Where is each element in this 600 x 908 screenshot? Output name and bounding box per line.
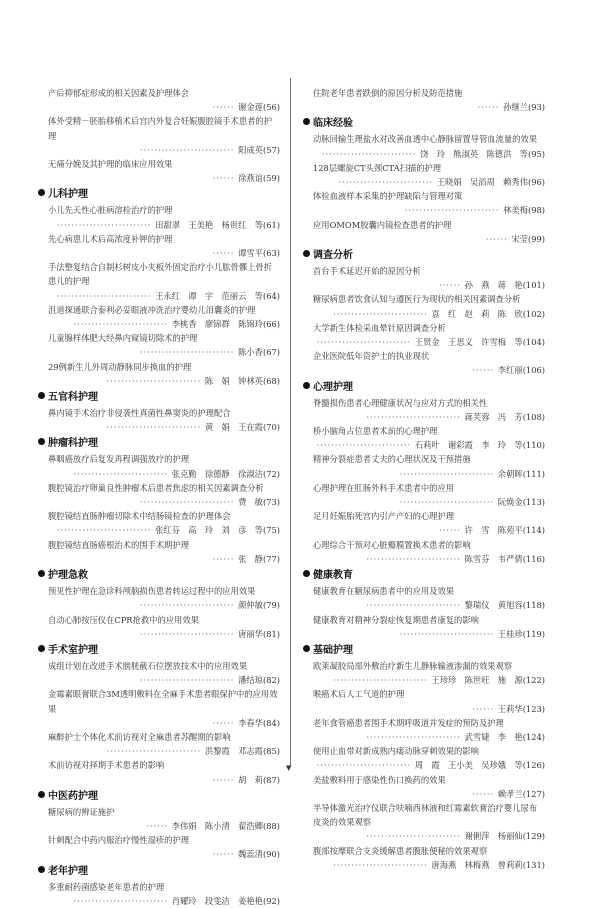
toc-section [313,248,545,378]
entry-meta-text: 陈 娟 钟林英(68) [204,375,280,386]
entry-title[interactable]: 企业医院低年资护士的执业现状 [313,351,430,362]
toc-entry[interactable] [48,584,280,612]
entry-title[interactable]: 体检血液样本采集的护理缺陷与管理对策 [313,191,463,202]
entry-authors-page [48,317,280,331]
entry-authors-page [48,246,280,260]
toc-entry[interactable] [313,218,545,246]
toc-entry[interactable] [48,730,280,758]
entry-title[interactable]: 腹腔镜结直肠肿瘤切除术中结肠镜检查的护理体会 [48,511,231,522]
entry-title[interactable]: 糖尿病患者饮食认知与遵医行为现状的相关因素调查分析 [313,294,521,305]
leader-dots: ······ [212,102,239,113]
entry-authors-page [313,702,545,716]
toc-entry[interactable] [313,509,545,537]
bullet-icon [38,189,45,196]
leader-dots: ·························· [56,290,156,301]
entry-authors-page [48,847,280,861]
entry-title[interactable]: 鼻内镜手术治疗非侵袭性真菌性鼻窦炎的护理配合 [48,408,231,419]
bullet-icon [38,866,45,873]
leader-dots: ·························· [333,859,432,870]
toc-section [48,390,280,434]
entry-authors-page [313,203,545,217]
entry-title[interactable]: 手法整复结合自制杉树皮小夹板外固定治疗小儿肱骨髁上骨折患儿的护理 [48,262,273,287]
section-heading-text: 儿科护理 [48,189,88,201]
leader-dots: ······ [146,820,172,831]
toc-entry[interactable] [313,844,545,872]
entry-meta-text: 李桃香 廖锦群 陈锦玲(66) [171,319,280,330]
toc-section [48,568,280,641]
entry-authors-page [313,147,545,161]
bullet-icon [303,118,310,125]
entry-title[interactable]: 美盐敷料用于感染性伤口换药的效果 [313,774,446,785]
down-arrow-icon: ▼ [286,764,292,772]
toc-section [48,643,280,787]
leader-dots: ·························· [56,525,156,536]
entry-meta-text: 张 静(77) [238,553,280,564]
section-heading-text: 基础护理 [313,644,353,656]
leader-dots: ······ [439,525,465,536]
entry-meta-text: 李红丽(106) [497,365,545,376]
entry-meta-text: 赖孝兰(127) [497,788,545,799]
leader-dots: ······ [212,553,239,564]
entry-meta-text: 李伟娟 陈小清 翟浩卿(88) [171,820,280,831]
entry-title[interactable]: 128层螺旋CT头颈CTA扫描的护理 [313,162,442,173]
entry-title[interactable]: 动脉回输生理盐水对改善血透中心静脉留置导管血流量的效果 [313,134,538,145]
entry-meta-text: 余朝晖(111) [497,468,545,479]
leader-dots: ·························· [73,895,172,906]
toc-entry[interactable] [48,687,280,730]
entry-title[interactable]: 术前访视对择期手术患者的影响 [48,760,165,771]
bullet-icon [38,570,45,577]
entry-title[interactable]: 鼻咽癌放疗后复发再程调强放疗的护理 [48,454,190,465]
entry-meta-text: 洪黎霞 邓志霞(85) [204,746,280,757]
entry-meta-text: 蒋芙蓉 冯 芳(108) [464,411,545,422]
entry-authors-page [48,627,280,641]
toc-section [48,864,280,908]
entry-meta-text: 王贤金 王思义 许雪梅 等(104) [414,337,545,348]
entry-authors-page [313,598,545,612]
toc-entry[interactable] [48,232,280,260]
entry-authors-page [48,289,280,303]
entry-title[interactable]: 针刺配合中药内服治疗慢性湿疹的护理 [48,835,190,846]
toc-entry[interactable] [313,538,545,566]
toc-entry[interactable] [48,880,280,908]
entry-authors-page [48,673,280,687]
toc-section [313,116,545,246]
section-heading-text: 心理护理 [313,381,353,393]
toc-entry[interactable] [313,161,545,189]
bullet-icon [38,645,45,652]
entry-authors-page [48,345,280,359]
entry-title[interactable]: 欧莱凝胶局部外敷治疗新生儿静脉输液渗漏的效果观察 [313,660,513,671]
toc-entry[interactable] [313,321,545,349]
entry-authors-page [48,716,280,730]
toc-entry[interactable] [313,613,545,641]
entry-meta-text: 谭雪平(63) [238,248,280,259]
bullet-icon [303,570,310,577]
entry-title[interactable]: 小儿先天性心脏病溶栓治疗的护理 [48,205,173,216]
toc-section [48,187,280,388]
entry-title[interactable]: 桥小脑角占位患者术前的心理护理 [313,426,438,437]
leader-dots: ·························· [56,219,156,230]
leader-dots: ······ [472,703,498,714]
entry-meta-text: 王莉华(123) [497,703,545,714]
entry-title[interactable]: 成组计划在改进手术膀胱截石位摆放技术中的应用效果 [48,660,248,671]
toc-entry[interactable] [48,758,280,786]
entry-authors-page [313,829,545,843]
leader-dots: ·························· [366,600,465,611]
section-heading [303,116,545,131]
entry-title[interactable]: 心理综合干预对心脏瓣膜置换术患者的影响 [313,539,471,550]
entry-title[interactable]: 应用OMOM胶囊内镜检查患者的护理 [313,219,452,230]
entry-meta-text: 武雪婕 李 艳(124) [464,731,545,742]
entry-authors-page [313,278,545,292]
leader-dots: ·························· [321,148,421,159]
bullet-icon [38,392,45,399]
entry-meta-text: 阮焕金(113) [497,497,545,508]
toc-entry[interactable] [313,292,545,320]
entry-title[interactable]: 脊髓损伤患者心理健康状况与应对方式的相关性 [313,397,488,408]
section-heading-text: 临床经验 [313,118,353,130]
entry-meta-text: 王珍珍 陈世旺 施 源(122) [431,675,545,686]
entry-meta-text: 王晓娟 吴滔周 赖秀伟(96) [436,177,545,188]
leader-dots: ······ [472,365,498,376]
entry-authors-page [48,100,280,114]
entry-title[interactable]: 糖尿病的辨证施护 [48,806,115,817]
bullet-icon [303,250,310,257]
entry-title[interactable]: 多重耐药菌感染老年患者的护理 [48,881,165,892]
toc-section [313,380,545,566]
leader-dots: ·························· [366,731,465,742]
entry-meta-text: 周 霞 王小美 吴珍娥 等(126) [414,760,545,771]
entry-title[interactable]: 预见性护理在急诊科颅脑损伤患者转运过程中的应用效果 [48,586,256,597]
bullet-icon [303,382,310,389]
entry-authors-page [48,552,280,566]
toc-entry[interactable] [313,424,545,452]
leader-dots: ·························· [333,675,432,686]
leader-dots: ······ [212,248,239,259]
entry-authors-page [313,410,545,424]
toc-entry[interactable] [48,203,280,231]
toc-section [313,86,545,114]
entry-title[interactable]: 体外受精－胚胎移植术后宫内外复合妊娠腹腔镜手术患者的护理 [48,116,273,141]
entry-authors-page [48,773,280,787]
entry-authors-page [313,232,545,246]
toc-entry[interactable] [313,773,545,801]
leader-dots: ·························· [106,746,205,757]
entry-authors-page [313,175,545,189]
entry-authors-page [48,819,280,833]
toc-section [313,568,545,641]
toc-column-right [313,84,545,872]
leader-dots: ·························· [139,600,239,611]
toc-entry[interactable] [313,744,545,772]
leader-dots: ·························· [73,468,172,479]
entry-authors-page [313,787,545,801]
entry-meta-text: 肖耀玲 段雯洁 姜艳艳(92) [171,895,280,906]
entry-meta-text: 徐燕谊(59) [238,173,280,184]
entry-meta-text: 阳成英(57) [238,144,280,155]
entry-meta-text: 王桂珍(119) [497,628,545,639]
entry-title[interactable]: 麻醉护士个体化术前访视对全麻患者苏醒期的影响 [48,731,231,742]
leader-dots: ·························· [316,760,415,771]
leader-dots: ·························· [139,628,239,639]
toc-entry[interactable] [313,584,545,612]
section-heading [38,789,280,804]
entry-meta-text: 潘结琼(82) [238,675,280,686]
entry-authors-page [313,730,545,744]
section-heading [303,248,545,263]
entry-title[interactable]: 喉癌术后人工气道的护理 [313,689,405,700]
entry-meta-text: 黄 娟 王在霞(70) [204,422,280,433]
entry-title[interactable]: 儿童腺样体肥大经鼻内窥镜切除术的护理 [48,333,198,344]
leader-dots: ·························· [399,497,498,508]
section-heading [38,390,280,405]
section-heading-text: 老年护理 [48,865,88,877]
entry-authors-page [313,307,545,321]
entry-authors-page [48,420,280,434]
leader-dots: ·························· [139,347,239,358]
entry-title[interactable]: 足月妊娠胎死宫内引产产妇的心理护理 [313,511,455,522]
section-heading-text: 健康教育 [313,570,353,582]
leader-dots: ·························· [139,675,239,686]
toc-entry[interactable] [48,260,280,303]
leader-dots: ·························· [399,468,498,479]
toc-entry[interactable] [313,349,545,377]
entry-authors-page [313,438,545,452]
bullet-icon [38,791,45,798]
column-divider [290,78,291,766]
leader-dots: ·························· [139,497,239,508]
leader-dots: ·························· [106,375,205,386]
toc-entry[interactable] [313,801,545,844]
entry-authors-page [313,673,545,687]
section-heading [303,643,545,658]
entry-authors-page [313,552,545,566]
entry-authors-page [48,523,280,537]
toc-entry[interactable] [48,157,280,185]
entry-authors-page [48,374,280,388]
entry-meta-text: 黎瑞仪 黄旭容(118) [464,600,545,611]
leader-dots: ·························· [316,337,415,348]
section-heading [38,568,280,583]
entry-title[interactable]: 半导体激光治疗仪联合呋喃西林液和红霉素软膏治疗婴儿尿布皮炎的效果观察 [313,802,538,828]
entry-title[interactable]: 自动心肺按压仪在CPR抢救中的应用效果 [48,614,199,625]
entry-meta-text: 宋莹(99) [511,233,545,244]
entry-title[interactable]: 住院老年患者跌倒的原因分析及防范措施 [313,88,463,98]
toc-entry[interactable] [48,659,280,687]
toc-entry[interactable] [313,716,545,744]
toc-entry[interactable] [48,613,280,641]
entry-meta-text: 陈雪芬 韦严倩(116) [464,553,545,564]
section-heading [38,187,280,202]
toc-entry[interactable] [48,538,280,566]
leader-dots: ·························· [366,553,465,564]
entry-meta-text: 唐丽华(81) [238,628,280,639]
entry-title[interactable]: 腹部按摩联合支炎缓解患者腹胀便秘的效果观察 [313,845,488,856]
entry-meta-text: 谢金莲(56) [238,102,280,113]
toc-entry[interactable] [313,481,545,509]
entry-authors-page [48,218,280,232]
toc-entry[interactable] [48,481,280,509]
toc-entry[interactable] [48,360,280,388]
entry-authors-page [48,894,280,908]
toc-section [48,789,280,862]
entry-title[interactable]: 腹腔镜结直肠癌根治术的围手术期护理 [48,539,190,550]
entry-meta-text: 张克勤 徐德静 徐淑洁(72) [171,468,280,479]
entry-meta-text: 李春华(84) [238,717,280,728]
toc-entry[interactable] [313,659,545,687]
bullet-icon [303,645,310,652]
entry-title[interactable]: 首台手术延迟开始的原因分析 [313,266,421,277]
toc-section [48,86,280,185]
toc-entry[interactable] [313,452,545,480]
toc-entry[interactable] [313,687,545,715]
section-heading-text: 手术室护理 [48,644,98,656]
section-heading-text: 护理急救 [48,570,88,582]
bullet-icon [38,438,45,445]
entry-authors-page [313,523,545,537]
entry-authors-page [313,335,545,349]
leader-dots: ······ [212,774,239,785]
entry-authors-page [313,627,545,641]
entry-meta-text: 石莉叶 谢彩霞 李 玲 等(110) [414,440,545,451]
entry-title[interactable]: 心理护理在肛肠外科手术患者中的应用 [313,482,455,493]
entry-authors-page [48,467,280,481]
section-heading-text: 五官科护理 [48,392,98,404]
entry-authors-page [48,744,280,758]
entry-authors-page [48,495,280,509]
entry-meta-text: 费 敏(73) [238,497,280,508]
toc-entry[interactable] [48,452,280,480]
entry-authors-page [313,100,545,114]
leader-dots: ·························· [404,205,504,216]
entry-meta-text: 许 雪 陈苑平(114) [464,525,545,536]
section-heading-text: 中医药护理 [48,790,98,802]
toc-column-left [48,84,280,908]
entry-title[interactable]: 大学新生体检采血晕针原因调查分析 [313,322,446,333]
entry-title[interactable]: 健康教育对精神分裂症恢复期患者康复的影响 [313,614,479,625]
entry-title[interactable]: 老年食管癌患者围手术期呼吸道并发症的预防及护理 [313,717,504,728]
entry-meta-text: 魏蕊清(90) [238,849,280,860]
leader-dots: ······ [212,849,239,860]
section-heading [38,643,280,658]
section-heading-text: 肿瘤科护理 [48,438,98,450]
entry-title[interactable]: 健康教育在糖尿病患者中的应用及效果 [313,586,455,597]
entry-title[interactable]: 腹腔镜治疗卵巢良性肿瘤术后患者焦虑的相关因素调查分析 [48,482,264,493]
toc-entry[interactable] [48,805,280,833]
entry-authors-page [48,143,280,157]
entry-authors-page [48,598,280,612]
section-heading [303,568,545,583]
entry-meta-text: 孙 燕 蒋 艳(101) [464,280,545,291]
leader-dots: ······ [439,280,465,291]
entry-title[interactable]: 精神分裂症患者丈夫的心理状况及干预措施 [313,454,471,465]
entry-meta-text: 张红芬 高 玲 刘 彦 等(75) [155,525,280,536]
entry-meta-text: 胡 莉(87) [238,774,280,785]
toc-entry[interactable] [313,396,545,424]
leader-dots: ······ [212,173,239,184]
leader-dots: ·························· [316,440,415,451]
entry-meta-text: 唐海燕 林梅燕 曾莉莉(131) [431,859,545,870]
entry-meta-text: 颜仲敏(79) [238,600,280,611]
leader-dots: ·························· [333,308,432,319]
entry-title[interactable]: 金霉素眼膏联合3M透明敷料在全麻手术患者眼保护中的应用效果 [48,689,278,714]
entry-authors-page [313,363,545,377]
entry-authors-page [313,495,545,509]
entry-title[interactable]: 沮道探通联合泰利必妥眼液冲洗治疗婴幼儿泪囊炎的护理 [48,304,256,315]
entry-meta-text: 陈小香(67) [238,347,280,358]
entry-authors-page [48,171,280,185]
leader-dots: ·························· [366,411,465,422]
leader-dots: ······ [477,102,504,113]
entry-authors-page [313,758,545,772]
entry-title[interactable]: 产后抑郁症形成的相关因素及护理体会 [48,88,190,98]
toc-entry[interactable] [313,132,545,160]
toc-entry[interactable] [313,86,545,114]
toc-entry[interactable] [48,509,280,537]
toc-entry[interactable] [313,189,545,217]
section-heading [303,380,545,395]
leader-dots: ·························· [399,628,498,639]
toc-entry[interactable] [48,86,280,114]
toc-entry[interactable] [48,331,280,359]
leader-dots: ·························· [338,177,437,188]
entry-meta-text: 谢俐萍 杨丽仙(129) [464,831,545,842]
leader-dots: ·························· [73,319,172,330]
leader-dots: ·························· [139,144,239,155]
entry-meta-text: 王永红 谭 宇 范丽云 等(64) [155,290,280,301]
entry-meta-text: 孙继兰(93) [503,102,545,113]
toc-entry[interactable] [313,264,545,292]
entry-title[interactable]: 无痛分娩及其护理的临床应用效果 [48,159,173,170]
leader-dots: ······ [472,788,498,799]
leader-dots: ·························· [366,831,465,842]
toc-entry[interactable] [48,833,280,861]
section-heading [38,864,280,879]
entry-authors-page [313,858,545,872]
entry-authors-page [313,467,545,481]
toc-entry[interactable] [48,303,280,331]
section-heading [38,436,280,451]
leader-dots: ·························· [106,422,205,433]
entry-title[interactable]: 使用止血带对新成熟内瘘动脉穿刺效果的影响 [313,746,479,757]
toc-entry[interactable] [48,406,280,434]
entry-meta-text: 饶 玲 熊淑英 陈德洪 等(95) [420,148,545,159]
leader-dots: ······ [485,233,512,244]
entry-title[interactable]: 先心病患儿术后高浓度补钾的护理 [48,233,173,244]
toc-entry[interactable] [48,114,280,157]
entry-meta-text: 田甜翠 王美艳 杨贵红 等(61) [155,219,280,230]
entry-title[interactable]: 29例新生儿外周动静脉同步换血的护理 [48,361,192,372]
entry-meta-text: 林美梅(98) [503,205,545,216]
toc-section [313,643,545,872]
entry-meta-text: 袁 红 赵 莉 陈 欣(102) [431,308,545,319]
leader-dots: ······ [212,717,239,728]
section-heading-text: 调查分析 [313,250,353,262]
toc-section [48,436,280,566]
